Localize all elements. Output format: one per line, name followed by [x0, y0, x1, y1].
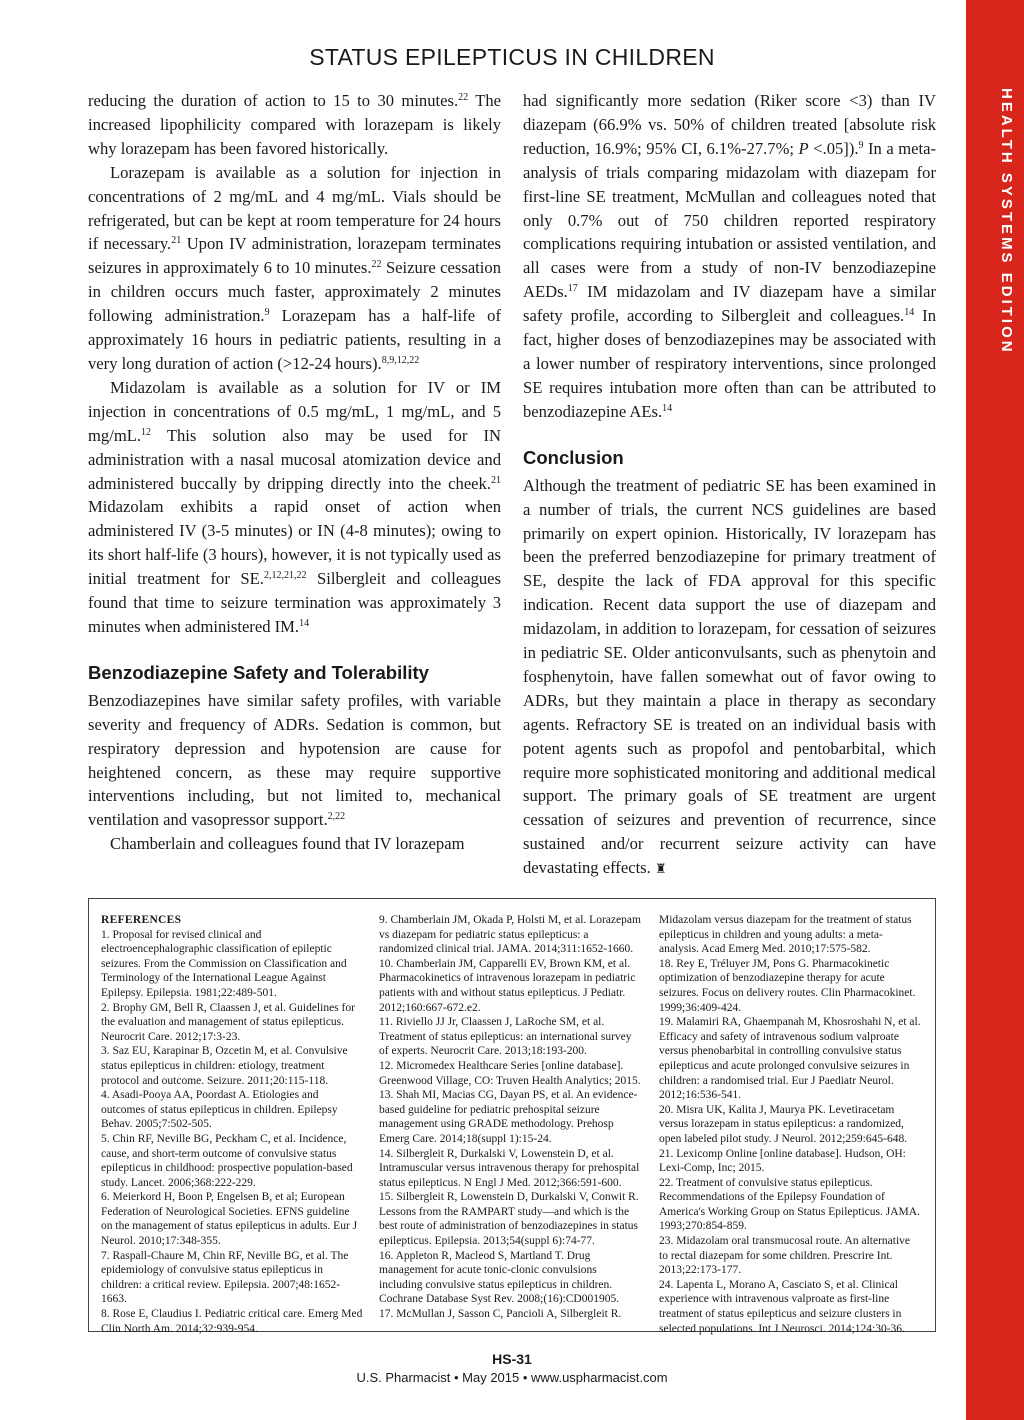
- reference-item: 4. Asadi-Pooya AA, Poordast A. Etiologies and outcomes of status epilepticus in children. Epilepsy Behav. 2005;7:502-505.: [101, 1089, 338, 1131]
- reference-item: 13. Shah MI, Macias CG, Dayan PS, et al. An evidence-based guideline for pediatric prehospital seizure management using GRADE methodology. Prehosp Emerg Care. 2014;18(suppl 1):15-24.: [379, 1089, 638, 1145]
- reference-item: 16. Appleton R, Macleod S, Martland T. Drug management for acute tonic-clonic convulsions including convulsive status epilepticus in children. Cochrane Database Syst Rev. 2008;(16):CD001905.: [379, 1249, 620, 1306]
- reference-item: 6. Meierkord H, Boon P, Engelsen B, et al; European Federation of Neurological Societies. EFNS guideline on the management of status epilepticus in adults. Eur J Neurol. 2010;17:348-355.: [101, 1191, 358, 1248]
- reference-item: 17. McMullan J, Sasson C, Pancioli A, Silbergleit R.: [379, 1308, 622, 1321]
- reference-item: 24. Lapenta L, Morano A, Casciato S, et al. Clinical experience with intravenous valproate as first-line treatment of status epilepticus and seizure clusters in selected populations. Int J Neurosci. 2014;124:30-36.: [659, 1278, 905, 1335]
- reference-item: 8. Rose E, Claudius I. Pediatric critical care. Emerg Med Clin North Am. 2014;32:939-954.: [101, 1308, 363, 1335]
- reference-item: 20. Misra UK, Kalita J, Maurya PK. Levetiracetam versus lorazepam in status epilepticus: a randomized, open labeled pilot study. J Neurol. 2012;259:645-648.: [659, 1103, 908, 1145]
- page-title: STATUS EPILEPTICUS IN CHILDREN: [309, 44, 715, 70]
- reference-item: 9. Chamberlain JM, Okada P, Holsti M, et al. Lorazepam vs diazepam for pediatric status epilepticus: a randomized clinical trial. JAMA. 2014;311:1652-1660.: [379, 914, 641, 956]
- left-column: [88, 89, 501, 856]
- reference-item: 23. Midazolam oral transmucosal route. An alternative to rectal diazepam for some children. Prescrire Int. 2013;22:173-177.: [659, 1235, 911, 1277]
- paragraph-lorazepam: Lorazepam is available as a solution for injection in concentrations of 2 mg/mL and 4 mg/mL. Vials should be refrigerated, but can be kept at room temperature for 24 hours if necessary.$^{21}$ Upon IV administration, lorazepam terminates seizures in approximately 6 to 10 minutes.$^{22}$ Seizure cessation in children occurs much faster, approximately 2 minutes following administration.$^9$ Lorazepam has a half-life of approximately 16 hours in pediatric patients, resulting in a very long duration of action (>12-24 hours).$^{8,9,12,22}$: [88, 162, 502, 373]
- reference-item: 10. Chamberlain JM, Capparelli EV, Brown KM, et al. Pharmacokinetics of intravenous lorazepam in pediatric patients with and without status epilepticus. J Pediatr. 2012;160:667-672.e2.: [379, 957, 636, 1014]
- page-number: HS-31: [492, 1351, 532, 1367]
- reference-item: 22. Treatment of convulsive status epilepticus. Recommendations of the Epilepsy Foundation of America's Working Group on Status Epilepticus. JAMA. 1993;270:854-859.: [659, 1176, 920, 1233]
- reference-item: 7. Raspall-Chaure M, Chin RF, Neville BG, et al. The epidemiology of convulsive status epilepticus in children: a critical review. Epilepsia. 2007;48:1652-1663.: [101, 1249, 349, 1306]
- section-heading-safety: Benzodiazepine Safety and Tolerability: [88, 661, 429, 683]
- reference-item: 1. Proposal for revised clinical and electroencephalographic classification of epileptic seizures. From the Commission on Classification and Terminology of the International League Against Epilepsy. Epilepsia. 1981;22:489-501.: [101, 928, 347, 999]
- reference-item: 5. Chin RF, Neville BG, Peckham C, et al. Incidence, cause, and short-term outcome of convulsive status epilepticus in childhood: prospective population-based study. Lancet. 2006;368:222-229.: [101, 1132, 353, 1189]
- paragraph-sedation: had significantly more sedation (Riker score <3) than IV diazepam (66.9% vs. 50% of children treated [absolute risk reduction, 16.9%; 95% CI, 6.1%-27.7%; P <.05]).$^9$ In a meta-analysis of trials comparing midazolam with diazepam for first-line SE treatment, McMullan and colleagues noted that only 0.7% out of 750 children reported respiratory complications requiring intubation or assisted ventilation, and all cases were from a study of non-IV benzodiazepine AEDs.$^{17}$ IM midazolam and IV diazepam have a similar safety profile, according to Silbergleit and colleagues.$^{14}$ In fact, higher doses of benzodiazepines may be associated with a lower number of respiratory interventions, since prolonged SE requires intubation more often than can be attributed to benzodiazepine AEs.$^{14}$: [523, 91, 936, 421]
- publication-line: U.S. Pharmacist • May 2015 • www.uspharmacist.com: [356, 1370, 668, 1385]
- references-column-1: [101, 913, 363, 1336]
- reference-item: 2. Brophy GM, Bell R, Claassen J, et al. Guidelines for the evaluation and management of status epilepticus. Neurocrit Care. 2012;17:3-23.: [101, 1001, 355, 1043]
- paragraph: reducing the duration of action to 15 to 30 minutes.$^{22}$ The increased lipophilicity compared with lorazepam is likely why lorazepam has been favored historically.: [88, 91, 501, 158]
- references-box: [88, 898, 936, 1335]
- reference-item: 12. Micromedex Healthcare Series [online database]. Greenwood Village, CO: Truven Health Analytics; 2015.: [379, 1059, 641, 1087]
- sidebar-edition-label: HEALTH SYSTEMS EDITION: [998, 88, 1015, 355]
- paragraph-safety: Benzodiazepines have similar safety profiles, with variable severity and frequency of ADRs. Sedation is common, but respiratory depression and hypotension are cause for heightened concern, as these may require supportive interventions including, but not limited to, mechanical ventilation and vasopressor support.$^{2,22}$: [88, 690, 501, 830]
- reference-item: 18. Rey E, Tréluyer JM, Pons G. Pharmacokinetic optimization of benzodiazepine therapy for acute seizures. Focus on delivery routes. Clin Pharmacokinet. 1999;36:409-424.: [659, 957, 916, 1014]
- right-column: [523, 89, 936, 881]
- paragraph-conclusion: Although the treatment of pediatric SE has been examined in a number of trials, the current NCS guidelines are based primarily on expert opinion. Historically, IV lorazepam has been the preferred benzodiazepine for primary treatment of SE, despite the lack of FDA approval for this specific indication. Recent data support the use of diazepam and midazolam, in addition to lorazepam, for cessation of seizures in pediatric SE. Older anticonvulsants, such as phenytoin and fosphenytoin, have fallen somewhat out of favor owing to ADRs, but they maintain a place in therapy as secondary agents. Refractory SE is treated on an individual basis with potent agents such as propofol and pentobarbital, which require more sophisticated monitoring and additional medical support. The primary goals of SE treatment are urgent cessation of seizures and prevention of recurrence, since sustained and/or recurrent seizure activity can have devastating effects. ♜: [523, 475, 936, 878]
- references-column-3: [659, 913, 921, 1336]
- reference-item: 19. Malamiri RA, Ghaempanah M, Khosroshahi N, et al. Efficacy and safety of intravenous sodium valproate versus phenobarbital in controlling convulsive status epilepticus and acute prolonged convulsive seizures in children: a randomised trial. Eur J Paediatr Neurol. 2012;16:536-541.: [659, 1016, 921, 1102]
- reference-item: 21. Lexicomp Online [online database]. Hudson, OH: Lexi-Comp, Inc; 2015.: [659, 1147, 906, 1175]
- paragraph-midazolam: Midazolam is available as a solution for IV or IM injection in concentrations of 0.5 mg/mL, 1 mg/mL, and 5 mg/mL.$^{12}$ This solution also may be used for IN administration with a nasal mucosal atomization device and administered buccally by dripping directly into the cheek.$^{21}$ Midazolam exhibits a rapid onset of action when administered IV (3-5 minutes) or IN (4-8 minutes); owing to its short half-life (3 hours), however, it is not typically used as initial treatment for SE.$^{2,12,21,22}$ Silbergleit and colleagues found that time to seizure termination was approximately 3 minutes when administered IM.$^{14}$: [88, 377, 501, 636]
- reference-item: Midazolam versus diazepam for the treatment of status epilepticus in children and young adults: a meta-analysis. Acad Emerg Med. 2010;17:575-582.: [659, 914, 912, 956]
- end-of-article-icon: ♜: [654, 861, 667, 877]
- reference-item: 11. Riviello JJ Jr, Claassen J, LaRoche SM, et al. Treatment of status epilepticus: an international survey of experts. Neurocrit Care. 2013;18:193-200.: [379, 1016, 632, 1058]
- reference-item: 3. Saz EU, Karapinar B, Ozcetin M, et al. Convulsive status epilepticus in children: etiology, treatment protocol and outcome. Seizure. 2011;20:115-118.: [101, 1045, 348, 1087]
- section-heading-conclusion: Conclusion: [523, 446, 624, 468]
- references-column-2: [379, 913, 641, 1322]
- references-title: REFERENCES: [101, 914, 182, 926]
- reference-item: 14. Silbergleit R, Durkalski V, Lowenstein D, et al. Intramuscular versus intravenous therapy for prehospital status epilepticus. N Engl J Med. 2012;366:591-600.: [379, 1147, 640, 1189]
- reference-item: 15. Silbergleit R, Lowenstein D, Durkalski V, Conwit R. Lessons from the RAMPART study—and which is the best route of administration of benzodiazepines in status epilepticus. Epilepsia. 2013;54(suppl 6):74-77.: [379, 1191, 639, 1248]
- paragraph-chamberlain: Chamberlain and colleagues found that IV lorazepam: [110, 834, 465, 854]
